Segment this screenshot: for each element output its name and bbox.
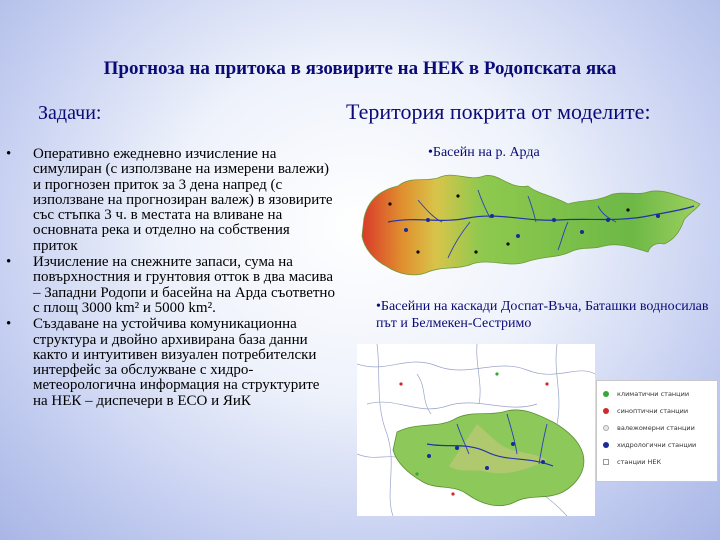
legend-item xyxy=(603,390,689,398)
cascades-basin-map xyxy=(357,344,595,516)
cascades-map-graphic xyxy=(357,344,595,516)
arda-basin-shape xyxy=(362,175,700,275)
arda-basin-caption: •Басейн на р. Арда xyxy=(428,145,540,160)
task-item xyxy=(6,147,336,254)
legend-item xyxy=(603,441,696,449)
climate-station-icon xyxy=(603,391,609,397)
task-text: Създаване на устойчива комуникационна структура и двойно архивирана база данни както и интуитивен визуален потребителски интерфейс за обслужване с хидро-метеорологична информация на структурите на НЕК – диспечери в ЕСО и ЯиК xyxy=(33,316,320,409)
legend-item xyxy=(603,458,661,466)
map-legend xyxy=(596,380,718,482)
legend-label: хидрологични станции xyxy=(617,441,697,449)
tasks-heading: Задачи: xyxy=(38,102,102,124)
precipitation-station-icon xyxy=(603,425,609,431)
legend-label: климатични станции xyxy=(617,390,690,398)
cascades-basin-caption: •Басейни на каскади Доспат-Въча, Баташки водносилав път и Белмекен-Сестримо xyxy=(376,299,709,331)
bullet-icon: • xyxy=(6,316,12,333)
territory-heading: Територия покрита от моделите: xyxy=(346,99,651,124)
arda-basin-map xyxy=(358,160,720,290)
hydrological-station-icon xyxy=(603,442,609,448)
bullet-icon: • xyxy=(6,254,12,271)
bullet-icon: • xyxy=(6,146,12,162)
tasks-list xyxy=(6,147,336,410)
legend-label: валежомерни станции xyxy=(617,424,695,432)
nek-station-icon xyxy=(603,459,609,465)
task-text: Изчисление на снежните запаси, сума на повърхностния и грунтовия отток в два масива – Западни Родопи и басейна на Арда съответно с площ 3000 km² и 5000 km². xyxy=(33,254,335,316)
legend-item xyxy=(603,407,688,415)
synoptic-station-icon xyxy=(603,408,609,414)
task-item xyxy=(6,317,336,409)
task-item xyxy=(6,255,336,316)
legend-label: станции НЕК xyxy=(617,458,662,466)
legend-label: синоптични станции xyxy=(617,407,689,415)
task-text: Оперативно ежедневно изчисление на симулиран (с използване на измерени валежи) и прогнозен приток за 3 дена напред (с използване на прогнозиран валеж) в язовирите със стъпка 3 ч. в местата на вливане на основната река и отделно на собствения приток xyxy=(33,146,333,254)
slide-title: Прогноза на притока в язовирите на НЕК в Родопската яка xyxy=(103,58,617,79)
legend-item xyxy=(603,424,695,432)
